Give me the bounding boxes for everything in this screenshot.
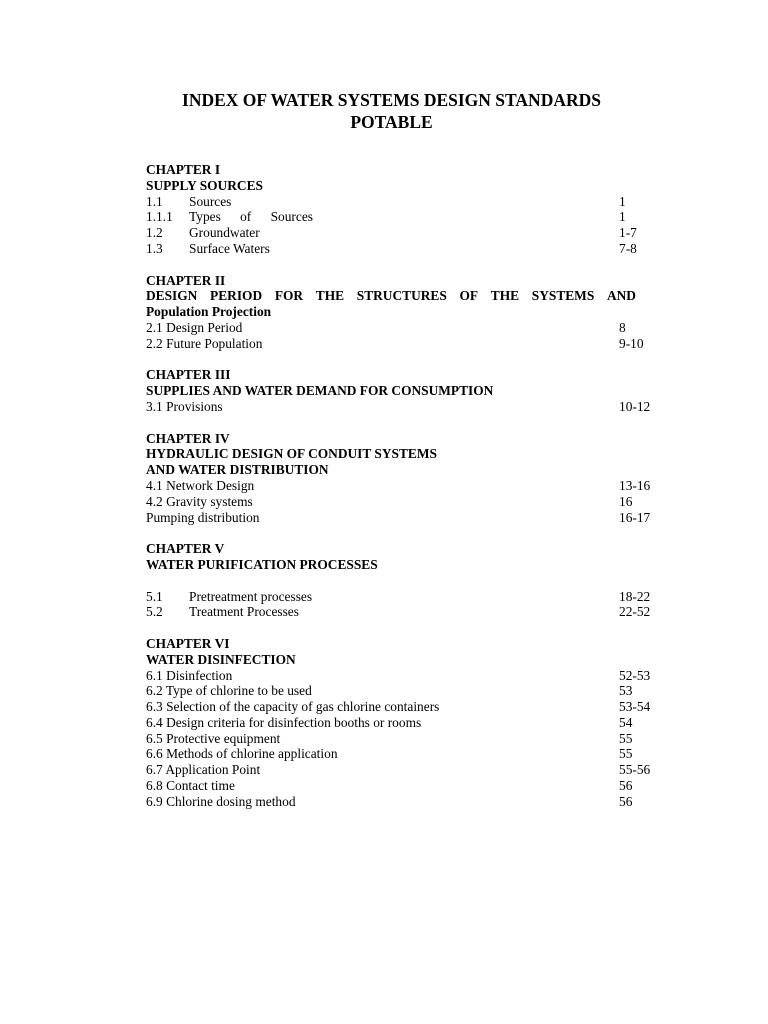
chapter-heading: CHAPTER V (146, 541, 225, 557)
chapter-1 (146, 162, 656, 257)
subtitle-word: THE (315, 288, 345, 304)
entry-label: 6.5 Protective equipment (146, 730, 281, 746)
entry-number: 5.1 (146, 588, 163, 604)
entry-label: 6.2 Type of chlorine to be used (146, 683, 312, 699)
entry-label: 6.7 Application Point (146, 762, 261, 778)
subtitle-word: DESIGN (146, 288, 198, 304)
index-entry (146, 336, 656, 352)
entry-label: 6.6 Methods of chlorine application (146, 746, 338, 762)
index-entry (146, 510, 656, 526)
index-entry (146, 794, 656, 810)
spacer (146, 257, 656, 273)
entry-page: 16 (619, 493, 633, 509)
index-entry (146, 209, 656, 225)
chapter-subtitle (146, 288, 636, 304)
index-entry (146, 589, 656, 605)
index-entry (146, 494, 656, 510)
index-entry (146, 731, 656, 747)
entry-page: 22-52 (619, 604, 651, 620)
chapter-heading: CHAPTER II (146, 272, 226, 288)
subtitle-word: FOR (274, 288, 304, 304)
entry-label: 6.9 Chlorine dosing method (146, 793, 296, 809)
chapter-subtitle: WATER DISINFECTION (146, 651, 296, 667)
entry-page: 1-7 (619, 225, 637, 241)
subtitle-word: STRUCTURES (356, 288, 447, 304)
entry-page: 54 (619, 714, 633, 730)
subtitle-word: OF (459, 288, 479, 304)
index-entry (146, 668, 656, 684)
entry-label: 4.1 Network Design (146, 477, 255, 493)
subtitle-word: PERIOD (210, 288, 263, 304)
entry-label: Sources (189, 193, 232, 209)
chapter-subtitle: HYDRAULIC DESIGN OF CONDUIT SYSTEMS (146, 446, 437, 462)
title-line-2: POTABLE (350, 112, 433, 132)
chapter-subtitle: SUPPLY SOURCES (146, 177, 263, 193)
entry-label: 4.2 Gravity systems (146, 493, 253, 509)
spacer (146, 620, 656, 636)
chapter-heading: CHAPTER III (146, 367, 231, 383)
entry-label: 6.4 Design criteria for disinfection booths or rooms (146, 714, 422, 730)
entry-number: 1.1 (146, 193, 163, 209)
document-title (0, 89, 768, 133)
entry-page: 55 (619, 746, 633, 762)
entry-label: 2.1 Design Period (146, 319, 243, 335)
chapter-subtitle-continued: Population Projection (146, 304, 272, 320)
chapter-subtitle: WATER PURIFICATION PROCESSES (146, 556, 378, 572)
entry-number: 5.2 (146, 604, 163, 620)
index-entry (146, 399, 656, 415)
chapter-heading: CHAPTER IV (146, 430, 230, 446)
index-entry (146, 762, 656, 778)
entry-label: Pumping distribution (146, 509, 260, 525)
entry-page: 1 (619, 193, 626, 209)
entry-label: Surface Waters (189, 240, 270, 256)
chapter-2 (146, 273, 656, 352)
entry-page: 55-56 (619, 762, 651, 778)
entry-label (189, 209, 313, 225)
subtitle-word: SYSTEMS (531, 288, 595, 304)
index-entry (146, 604, 656, 620)
entry-page: 53-54 (619, 699, 651, 715)
entry-page: 56 (619, 778, 633, 794)
spacer (146, 352, 656, 368)
chapter-5 (146, 541, 656, 620)
index-entry (146, 746, 656, 762)
index-entry (146, 478, 656, 494)
chapter-4 (146, 431, 656, 526)
entry-label: 6.1 Disinfection (146, 667, 233, 683)
entry-page: 53 (619, 683, 633, 699)
entry-page: 8 (619, 319, 626, 335)
entry-label: 2.2 Future Population (146, 335, 263, 351)
entry-label: 6.8 Contact time (146, 778, 235, 794)
index-entry (146, 778, 656, 794)
entry-page: 52-53 (619, 667, 651, 683)
entry-label-word: of (240, 209, 252, 225)
index-entry (146, 320, 656, 336)
index-entry (146, 225, 656, 241)
entry-page: 1 (619, 209, 626, 225)
spacer (146, 573, 656, 589)
chapter-heading: CHAPTER VI (146, 635, 230, 651)
chapter-subtitle: SUPPLIES AND WATER DEMAND FOR CONSUMPTION (146, 383, 494, 399)
entry-label: 6.3 Selection of the capacity of gas chlorine containers (146, 699, 440, 715)
subtitle-word: AND (606, 288, 636, 304)
entry-label-word: Types (189, 209, 221, 225)
entry-page: 18-22 (619, 588, 651, 604)
entry-page: 10-12 (619, 398, 651, 414)
index-entry (146, 241, 656, 257)
entry-number: 1.1.1 (146, 209, 173, 225)
chapter-6 (146, 636, 656, 810)
entry-label: 3.1 Provisions (146, 398, 223, 414)
chapter-3 (146, 367, 656, 414)
index-entry (146, 699, 656, 715)
entry-page: 13-16 (619, 477, 651, 493)
entry-label: Treatment Processes (189, 604, 299, 620)
spacer (146, 525, 656, 541)
entry-number: 1.2 (146, 225, 163, 241)
index-entry (146, 194, 656, 210)
entry-page: 16-17 (619, 509, 651, 525)
index-entry (146, 683, 656, 699)
entry-page: 9-10 (619, 335, 644, 351)
entry-page: 7-8 (619, 240, 637, 256)
entry-label: Pretreatment processes (189, 588, 313, 604)
index-body (146, 162, 656, 810)
chapter-heading: CHAPTER I (146, 162, 221, 177)
subtitle-word: THE (490, 288, 520, 304)
entry-number: 1.3 (146, 240, 163, 256)
title-line-1: INDEX OF WATER SYSTEMS DESIGN STANDARDS (182, 90, 601, 110)
chapter-subtitle-continued: AND WATER DISTRIBUTION (146, 462, 329, 478)
entry-page: 55 (619, 730, 633, 746)
entry-label: Groundwater (189, 225, 260, 241)
spacer (146, 415, 656, 431)
index-entry (146, 715, 656, 731)
entry-label-word: Sources (270, 209, 313, 225)
entry-page: 56 (619, 793, 633, 809)
